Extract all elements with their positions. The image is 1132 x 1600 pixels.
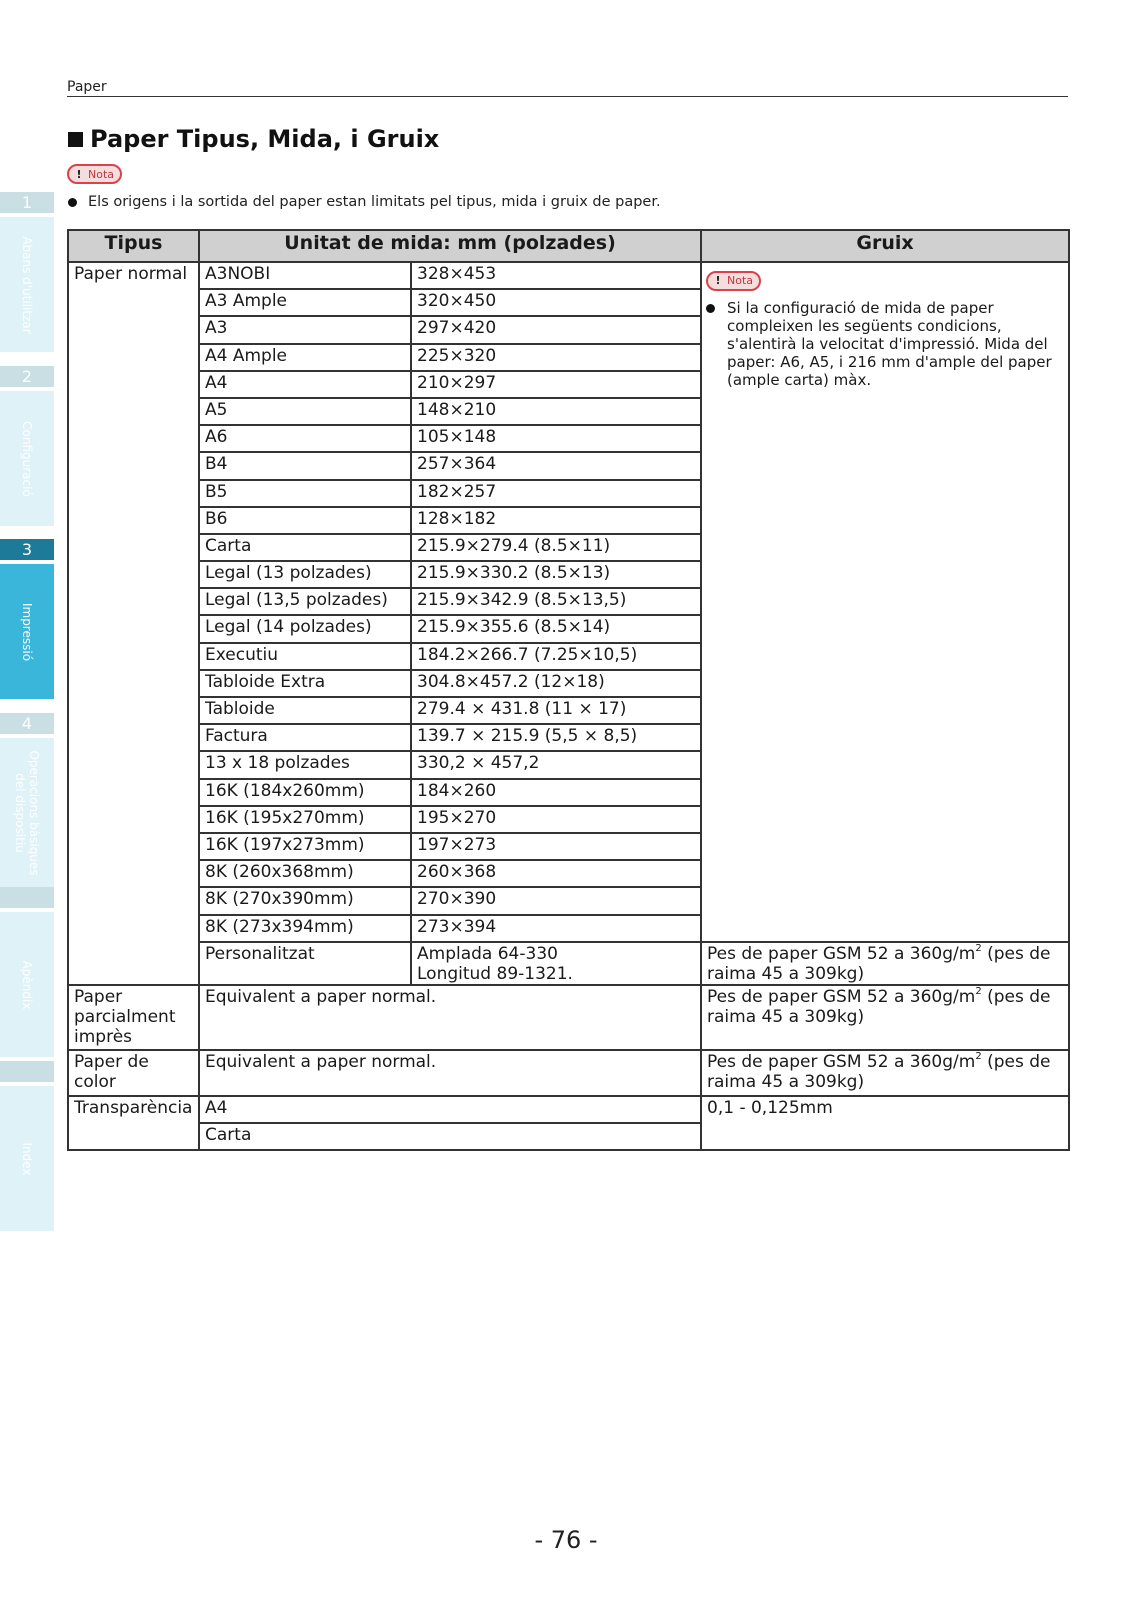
- type-cell-plain: Paper normal: [68, 262, 199, 985]
- size-value-cell: 215.9×342.9 (8.5×13,5): [411, 588, 701, 615]
- nav-tab-number: 1: [0, 192, 54, 213]
- size-value-cell: 260×368: [411, 860, 701, 887]
- size-name-cell: 13 x 18 polzades: [199, 751, 411, 778]
- size-name-cell: 16K (184x260mm): [199, 779, 411, 806]
- size-name-cell: 8K (273x394mm): [199, 915, 411, 942]
- nav-tab-number: 3: [0, 539, 54, 560]
- size-name-cell: A6: [199, 425, 411, 452]
- type-cell-color: Paper de color: [68, 1050, 199, 1096]
- size-value-cell: 257×364: [411, 452, 701, 479]
- nav-tab-configuracio[interactable]: [0, 366, 54, 497]
- size-name-cell: Carta: [199, 534, 411, 561]
- size-value-cell: 139.7 × 215.9 (5,5 × 8,5): [411, 724, 701, 751]
- size-name-cell: A4: [199, 371, 411, 398]
- size-value-cell: 328×453: [411, 262, 701, 289]
- breadcrumb: Paper: [67, 79, 107, 95]
- header-gruix: Gruix: [701, 230, 1069, 262]
- exclamation-icon: !: [715, 274, 721, 287]
- size-value-cell: 270×390: [411, 887, 701, 914]
- nav-tab-index[interactable]: [0, 1061, 54, 1176]
- size-name-cell: A5: [199, 398, 411, 425]
- size-value-cell: 215.9×355.6 (8.5×14): [411, 615, 701, 642]
- section-title-text: Paper Tipus, Mida, i Gruix: [90, 125, 440, 153]
- nav-tab-number: 4: [0, 713, 54, 734]
- size-value-cell: 210×297: [411, 371, 701, 398]
- bullet-icon: [68, 198, 77, 207]
- size-value-cell: 184.2×266.7 (7.25×10,5): [411, 643, 701, 670]
- intro-note-text: Els origens i la sortida del paper estan limitats pel tipus, mida i gruix de paper.: [88, 194, 661, 210]
- table-row-partial: [68, 985, 1069, 1050]
- size-name-cell: Personalitzat: [199, 942, 411, 985]
- size-value-cell: 105×148: [411, 425, 701, 452]
- nav-tab-number: 2: [0, 366, 54, 387]
- size-name-cell: 8K (260x368mm): [199, 860, 411, 887]
- nav-tab-abans-dutilitzar[interactable]: [0, 192, 54, 334]
- size-name-cell: 16K (197x273mm): [199, 833, 411, 860]
- size-name-cell: 16K (195x270mm): [199, 806, 411, 833]
- table-row-custom: [68, 942, 1069, 985]
- size-value-cell: 297×420: [411, 316, 701, 343]
- thickness-note-cell: [701, 262, 1069, 942]
- note-badge-label: Nota: [88, 167, 115, 181]
- size-name-cell: B4: [199, 452, 411, 479]
- nav-tab-label: Configuració: [20, 420, 34, 497]
- nav-tab-label: Impressió: [20, 602, 34, 661]
- custom-length: Longitud 89-1321.: [417, 963, 573, 984]
- size-value-cell: [411, 942, 701, 985]
- note-badge-label: Nota: [727, 274, 754, 287]
- size-value-cell: 215.9×330.2 (8.5×13): [411, 561, 701, 588]
- size-name-cell: Legal (13 polzades): [199, 561, 411, 588]
- size-value-cell: 148×210: [411, 398, 701, 425]
- note-badge: [67, 164, 122, 184]
- size-name-cell: 8K (270x390mm): [199, 887, 411, 914]
- nav-tab-label: Apèndix: [20, 960, 34, 1009]
- size-value-cell: 225×320: [411, 344, 701, 371]
- square-bullet-icon: [68, 132, 83, 147]
- thickness-cell: Pes de paper GSM 52 a $360g/m^2$ (pes de raima 45 a 309kg): [701, 942, 1069, 985]
- size-name-cell: Tabloide Extra: [199, 670, 411, 697]
- size-value-cell: 197×273: [411, 833, 701, 860]
- size-cell: A4: [199, 1096, 701, 1123]
- table-row: [68, 262, 1069, 289]
- type-cell-partial: Paper parcialment imprès: [68, 985, 199, 1050]
- size-name-cell: Legal (13,5 polzades): [199, 588, 411, 615]
- size-value-cell: 128×182: [411, 507, 701, 534]
- size-value-cell: 184×260: [411, 779, 701, 806]
- table-row-transparency: [68, 1096, 1069, 1123]
- size-value-cell: 195×270: [411, 806, 701, 833]
- thickness-note: [706, 299, 1064, 389]
- size-name-cell: A3: [199, 316, 411, 343]
- size-name-cell: Legal (14 polzades): [199, 615, 411, 642]
- header-divider: [67, 96, 1068, 97]
- nav-tab-label: Index: [20, 1141, 34, 1176]
- size-value-cell: 182×257: [411, 480, 701, 507]
- nav-tab-operacions[interactable]: [0, 713, 54, 876]
- thickness-cell: Pes de paper GSM 52 a $360g/m^2$ (pes de raima 45 a 309kg): [701, 1050, 1069, 1096]
- size-name-cell: B6: [199, 507, 411, 534]
- nav-tab-apendix[interactable]: [0, 887, 54, 1009]
- bullet-icon: [706, 304, 715, 313]
- size-value-cell: 304.8×457.2 (12×18): [411, 670, 701, 697]
- table-row-color: [68, 1050, 1069, 1096]
- size-value-cell: 215.9×279.4 (8.5×11): [411, 534, 701, 561]
- size-value-cell: 330,2 × 457,2: [411, 751, 701, 778]
- custom-width: Amplada 64-330: [417, 943, 558, 964]
- size-value-cell: 320×450: [411, 289, 701, 316]
- nav-tab-number: [0, 1061, 54, 1082]
- section-title: [68, 125, 439, 153]
- nav-tab-impressio[interactable]: [0, 539, 54, 661]
- nav-tab-number: [0, 887, 54, 908]
- thickness-note-text: Si la configuració de mida de paper compleixen les següents condicions, s'alentirà la velocitat d'impressió. Mida del paper: A6, A5, i 216 mm d'ample del paper (ample carta) màx.: [727, 299, 1052, 389]
- header-tipus: Tipus: [68, 230, 199, 262]
- table-header-row: [68, 230, 1069, 262]
- type-cell-transparency: Transparència: [68, 1096, 199, 1150]
- intro-note: [68, 194, 661, 210]
- thickness-cell: 0,1 - 0,125mm: [701, 1096, 1069, 1150]
- size-cell: Equivalent a paper normal.: [199, 985, 701, 1050]
- size-cell: Equivalent a paper normal.: [199, 1050, 701, 1096]
- note-badge: [706, 271, 761, 291]
- size-name-cell: Factura: [199, 724, 411, 751]
- exclamation-icon: !: [76, 167, 82, 181]
- size-cell: Carta: [199, 1123, 701, 1150]
- size-value-cell: 279.4 × 431.8 (11 × 17): [411, 697, 701, 724]
- thickness-cell: Pes de paper GSM 52 a $360g/m^2$ (pes de raima 45 a 309kg): [701, 985, 1069, 1050]
- size-name-cell: A3NOBI: [199, 262, 411, 289]
- size-name-cell: Tabloide: [199, 697, 411, 724]
- size-name-cell: A4 Ample: [199, 344, 411, 371]
- paper-spec-table: [67, 229, 1070, 1151]
- nav-tab-label: Operacions bàsiques del dispositiu: [13, 750, 41, 876]
- page-number: - 76 -: [534, 1526, 598, 1554]
- size-name-cell: A3 Ample: [199, 289, 411, 316]
- nav-tab-label: Abans d'utilitzar: [20, 235, 34, 334]
- size-name-cell: B5: [199, 480, 411, 507]
- header-unitat-mida: Unitat de mida: mm (polzades): [199, 230, 701, 262]
- size-name-cell: Executiu: [199, 643, 411, 670]
- size-value-cell: 273×394: [411, 915, 701, 942]
